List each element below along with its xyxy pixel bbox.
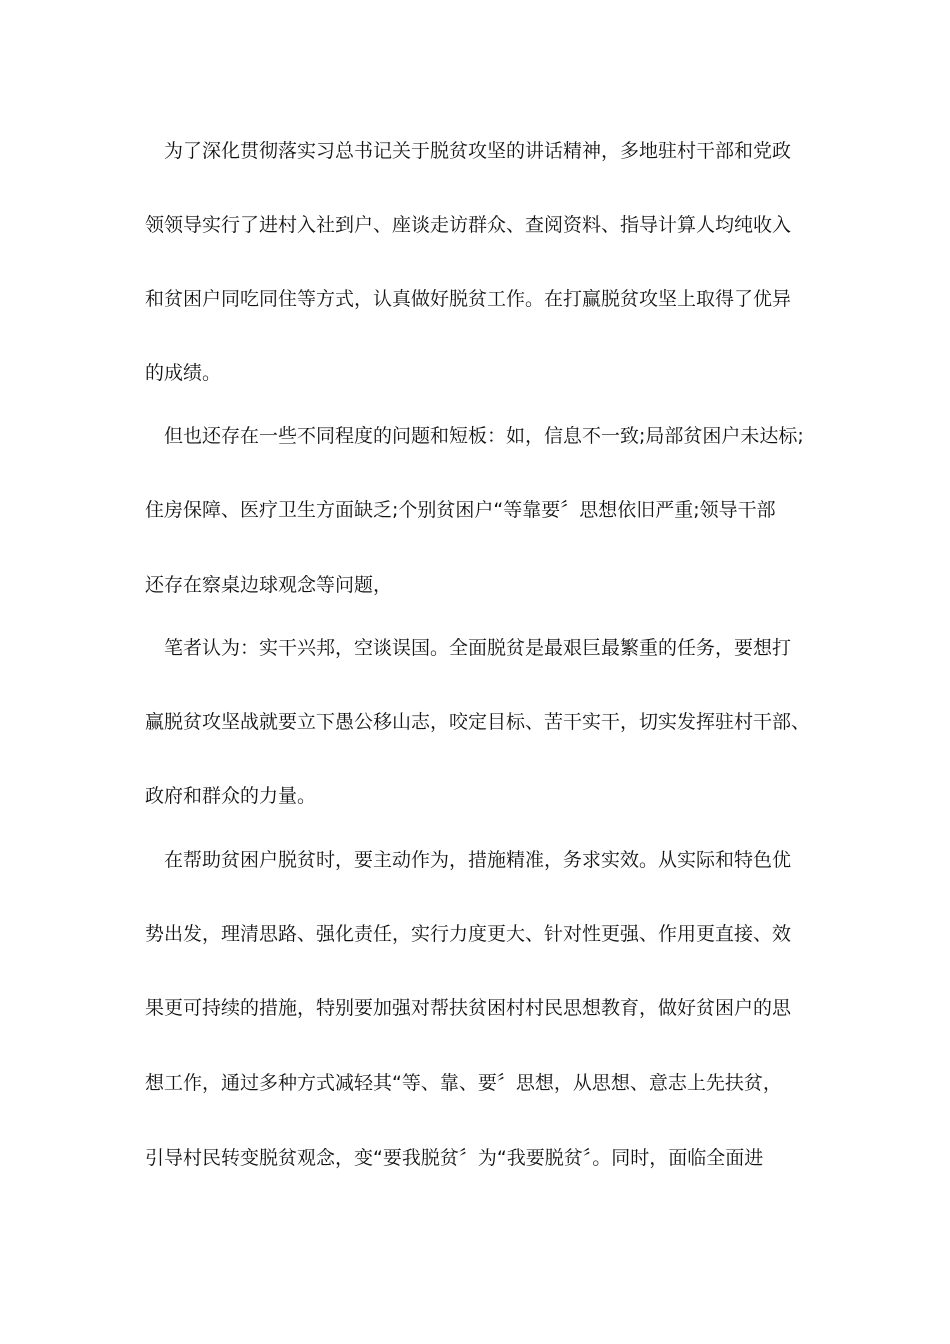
paragraph-1-line-1: 为了深化贯彻落实习总书记关于脱贫攻坚的讲话精神，多地驻村干部和党政 [164,140,792,162]
paragraph-2-line-3: 还存在察桌边球观念等问题， [145,574,393,596]
paragraph-1-line-3: 和贫困户同吃同住等方式，认真做好脱贫工作。在打赢脱贫攻坚上取得了优异 [145,288,792,310]
paragraph-1-line-2: 领领导实行了进村入社到户、座谈走访群众、查阅资料、指导计算人均纯收入 [145,214,792,236]
paragraph-3-line-3: 政府和群众的力量。 [145,785,317,807]
paragraph-1-line-4: 的成绩。 [145,362,222,384]
paragraph-4-line-2: 势出发，理清思路、强化责任，实行力度更大、针对性更强、作用更直接、效 [145,923,792,945]
paragraph-4-line-4: 想工作，通过多种方式减轻其“等、靠、要〞思想，从思想、意志上先扶贫， [145,1072,782,1094]
paragraph-2-line-1: 但也还存在一些不同程度的问题和短板：如，信息不一致;局部贫困户未达标; [164,425,804,447]
paragraph-3-line-2: 赢脱贫攻坚战就要立下愚公移山志，咬定目标、苦干实干，切实发挥驻村干部、 [145,711,811,733]
paragraph-4-line-3: 果更可持续的措施，特别要加强对帮扶贫困村村民思想教育，做好贫困户的思 [145,997,792,1019]
paragraph-3-line-1: 笔者认为：实干兴邦，空谈误国。全面脱贫是最艰巨最繁重的任务，要想打 [164,637,792,659]
paragraph-4-line-1: 在帮助贫困户脱贫时，要主动作为，措施精准，务求实效。从实际和特色优 [164,849,792,871]
paragraph-2-line-2: 住房保障、医疗卫生方面缺乏;个别贫困户“等靠要〞思想依旧严重;领导干部 [145,499,776,521]
paragraph-4-line-5: 引导村民转变脱贫观念，变“要我脱贫〞为“我要脱贫〞。同时，面临全面进 [145,1147,764,1169]
